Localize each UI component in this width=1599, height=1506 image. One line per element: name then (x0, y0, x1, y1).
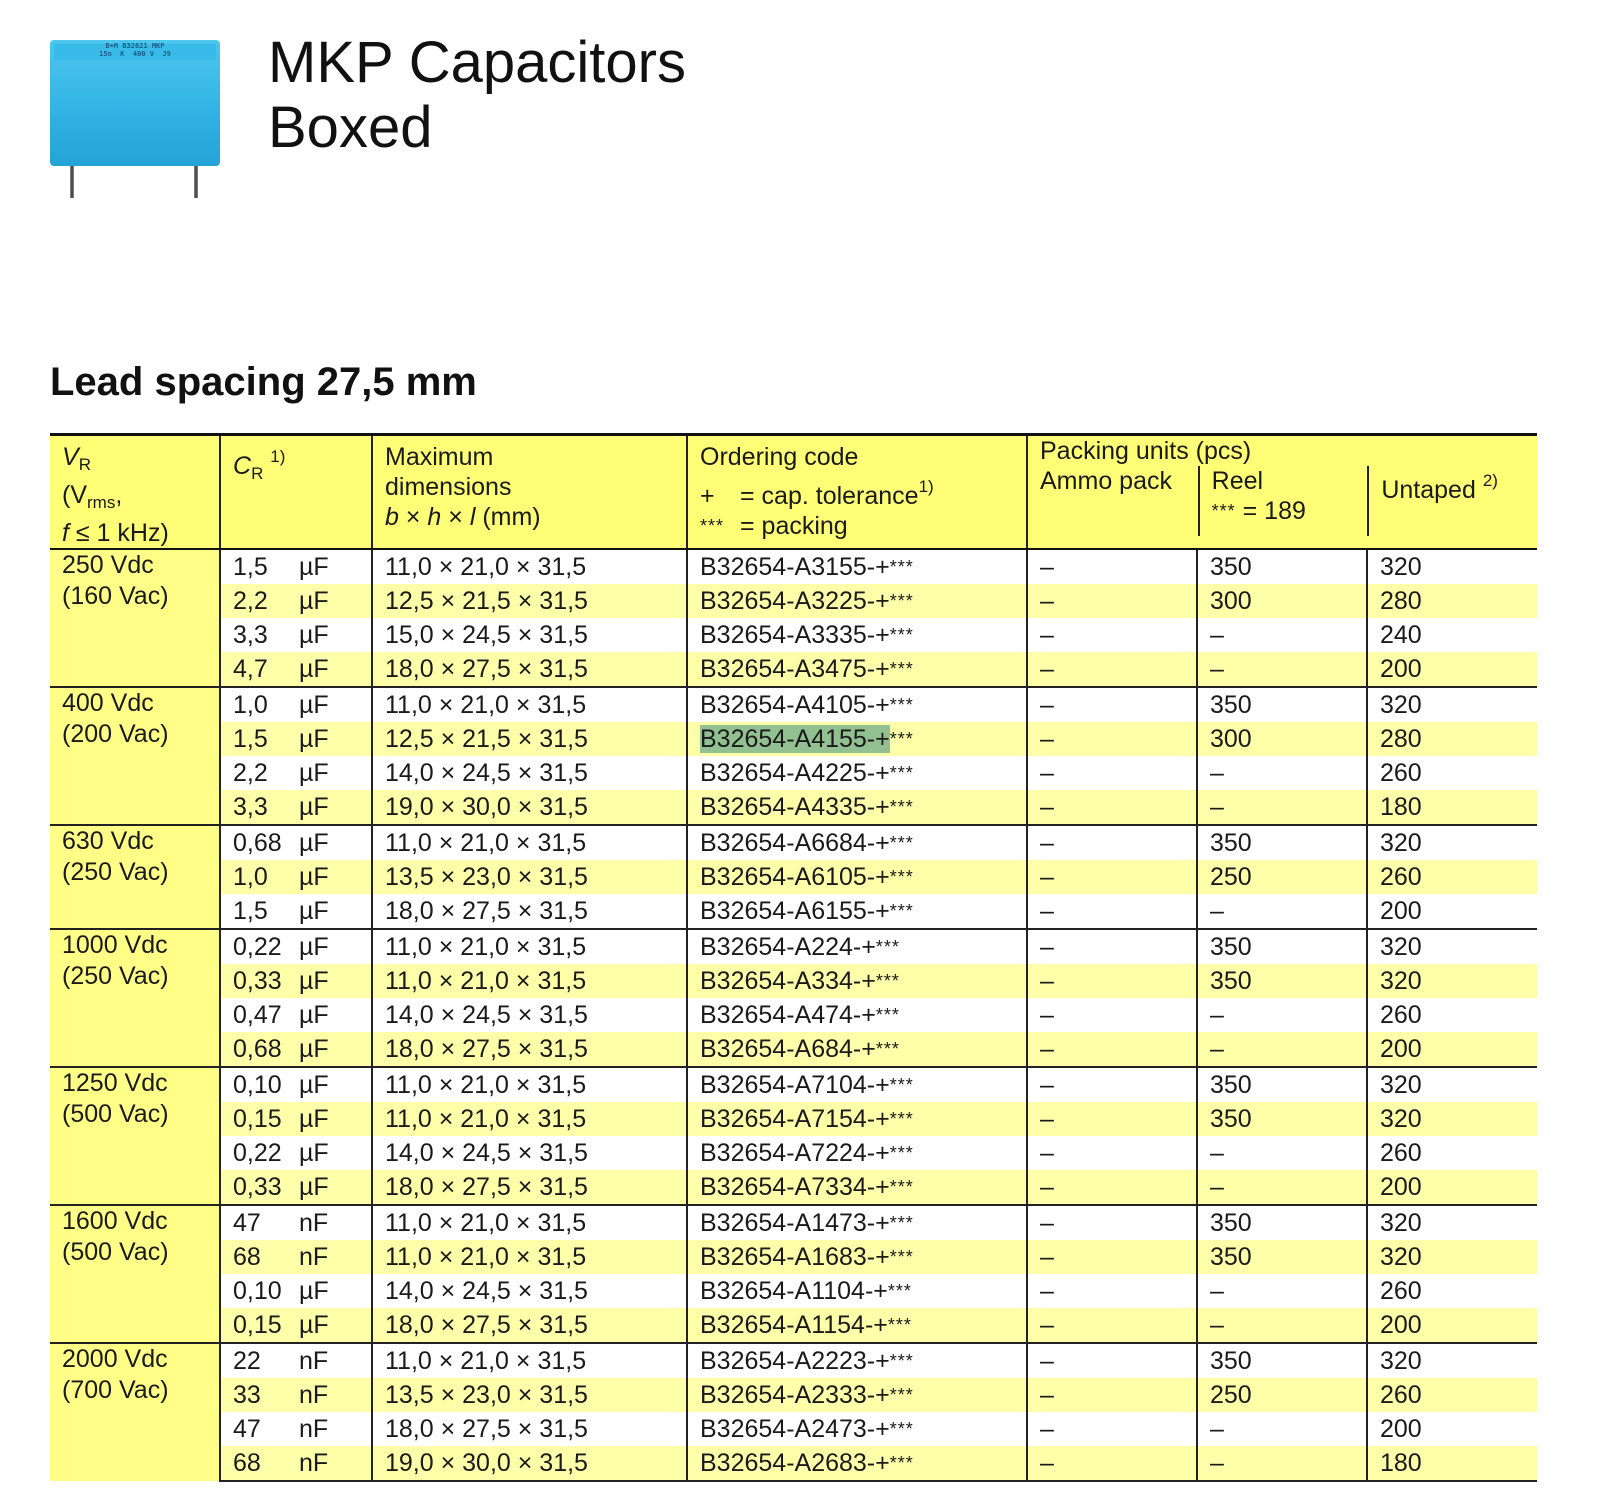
untaped-cell: 200 (1367, 652, 1537, 687)
ordering-code: B32654-A1473-+ (700, 1209, 890, 1237)
ordering-code: B32654-A3335-+ (700, 621, 890, 649)
ammo-pack-cell: – (1027, 894, 1197, 929)
untaped-cell: 260 (1367, 1136, 1537, 1170)
untaped-cell: 200 (1367, 1170, 1537, 1205)
dimensions-cell: 14,0 × 24,5 × 31,5 (372, 1274, 687, 1308)
capacitor-marking: B+M B32621 MKP 15n K 400 V J9 (99, 42, 171, 58)
reel-cell: – (1197, 1274, 1367, 1308)
ordering-code-cell: B32654-A334-+*** (687, 964, 1027, 998)
capacitance-cell: 68 nF (220, 1240, 372, 1274)
dimensions-cell: 14,0 × 24,5 × 31,5 (372, 756, 687, 790)
reel-cell: – (1197, 1136, 1367, 1170)
table-row (50, 652, 1537, 687)
ordering-code: B32654-A4155-+ (700, 725, 890, 753)
ammo-pack-cell: – (1027, 687, 1197, 722)
reel-cell: 350 (1197, 1067, 1367, 1102)
dimensions-cell: 11,0 × 21,0 × 31,5 (372, 549, 687, 584)
ordering-code-cell: B32654-A2683-+*** (687, 1446, 1027, 1481)
ammo-pack-cell: – (1027, 618, 1197, 652)
ammo-pack-cell: – (1027, 1170, 1197, 1205)
reel-cell: 250 (1197, 1378, 1367, 1412)
ammo-pack-cell: – (1027, 1067, 1197, 1102)
ordering-code-cell: B32654-A4105-+*** (687, 687, 1027, 722)
ordering-code: B32654-A3475-+ (700, 655, 890, 683)
ordering-code-cell: B32654-A6155-+*** (687, 894, 1027, 929)
table-row (50, 584, 1537, 618)
ordering-code-cell: B32654-A1683-+*** (687, 1240, 1027, 1274)
capacitance-cell: 4,7 µF (220, 652, 372, 687)
untaped-cell: 240 (1367, 618, 1537, 652)
reel-cell: 350 (1197, 687, 1367, 722)
ordering-code-cell: B32654-A2473-+*** (687, 1412, 1027, 1446)
ordering-code: B32654-A7224-+ (700, 1139, 890, 1167)
dimensions-cell: 15,0 × 24,5 × 31,5 (372, 618, 687, 652)
reel-cell: 350 (1197, 1343, 1367, 1378)
voltage-rating-cell: 1600 Vdc (500 Vac) (50, 1205, 220, 1343)
dimensions-cell: 13,5 × 23,0 × 31,5 (372, 1378, 687, 1412)
ordering-code-cell: B32654-A7104-+*** (687, 1067, 1027, 1102)
ordering-code-cell: B32654-A6684-+*** (687, 825, 1027, 860)
ordering-code: B32654-A684-+ (700, 1035, 876, 1063)
ordering-code: B32654-A1154-+ (700, 1311, 888, 1339)
ordering-code-cell: B32654-A2223-+*** (687, 1343, 1027, 1378)
table-row (50, 1205, 1537, 1240)
capacitance-cell: 1,0 µF (220, 860, 372, 894)
ordering-code-cell: B32654-A7334-+*** (687, 1170, 1027, 1205)
reel-cell: – (1197, 1308, 1367, 1343)
untaped-cell: 200 (1367, 1308, 1537, 1343)
capacitance-cell: 0,22 µF (220, 929, 372, 964)
reel-cell: 350 (1197, 929, 1367, 964)
ordering-code: B32654-A6155-+ (700, 897, 890, 925)
ammo-pack-cell: – (1027, 1032, 1197, 1067)
untaped-cell: 320 (1367, 687, 1537, 722)
table-row (50, 1067, 1537, 1102)
untaped-cell: 180 (1367, 1446, 1537, 1481)
table-row (50, 964, 1537, 998)
ordering-code-cell: B32654-A1154-+*** (687, 1308, 1027, 1343)
capacitance-cell: 0,33 µF (220, 1170, 372, 1205)
untaped-cell: 200 (1367, 1032, 1537, 1067)
reel-cell: – (1197, 1170, 1367, 1205)
ordering-code: B32654-A224-+ (700, 933, 876, 961)
capacitance-cell: 47 nF (220, 1412, 372, 1446)
ordering-code-cell: B32654-A4335-+*** (687, 790, 1027, 825)
table-row (50, 722, 1537, 756)
dimensions-cell: 11,0 × 21,0 × 31,5 (372, 1240, 687, 1274)
ordering-code-cell: B32654-A1104-+*** (687, 1274, 1027, 1308)
ordering-code: B32654-A7334-+ (700, 1173, 890, 1201)
table-row (50, 1274, 1537, 1308)
ammo-pack-cell: – (1027, 722, 1197, 756)
table-row (50, 1412, 1537, 1446)
untaped-cell: 320 (1367, 1240, 1537, 1274)
ordering-code: B32654-A6105-+ (700, 863, 890, 891)
ammo-pack-cell: – (1027, 998, 1197, 1032)
ordering-code-cell: B32654-A3155-+*** (687, 549, 1027, 584)
dimensions-cell: 11,0 × 21,0 × 31,5 (372, 1343, 687, 1378)
capacitance-cell: 3,3 µF (220, 790, 372, 825)
table-row (50, 618, 1537, 652)
ordering-code: B32654-A6684-+ (700, 829, 890, 857)
table-row (50, 1240, 1537, 1274)
capacitance-cell: 0,33 µF (220, 964, 372, 998)
ammo-pack-cell: – (1027, 1136, 1197, 1170)
capacitance-cell: 0,22 µF (220, 1136, 372, 1170)
reel-cell: 350 (1197, 1205, 1367, 1240)
page-title: MKP Capacitors Boxed (268, 30, 686, 160)
dimensions-cell: 11,0 × 21,0 × 31,5 (372, 825, 687, 860)
header-ordering-code: Ordering code + = cap. tolerance$^{1)}$ *** = packing (687, 435, 1027, 550)
untaped-cell: 280 (1367, 722, 1537, 756)
ordering-code-cell: B32654-A3225-+*** (687, 584, 1027, 618)
untaped-cell: 320 (1367, 1067, 1537, 1102)
untaped-cell: 320 (1367, 929, 1537, 964)
ordering-code-cell: B32654-A7224-+*** (687, 1136, 1027, 1170)
table-row (50, 687, 1537, 722)
table-row (50, 1102, 1537, 1136)
ordering-code: B32654-A474-+ (700, 1001, 876, 1029)
reel-cell: – (1197, 998, 1367, 1032)
capacitance-cell: 1,0 µF (220, 687, 372, 722)
ammo-pack-cell: – (1027, 1205, 1197, 1240)
ammo-pack-cell: – (1027, 549, 1197, 584)
dimensions-cell: 18,0 × 27,5 × 31,5 (372, 894, 687, 929)
table-row (50, 825, 1537, 860)
capacitance-cell: 0,10 µF (220, 1067, 372, 1102)
untaped-cell: 260 (1367, 756, 1537, 790)
reel-cell: 350 (1197, 1240, 1367, 1274)
untaped-cell: 200 (1367, 1412, 1537, 1446)
table-row (50, 1378, 1537, 1412)
untaped-cell: 260 (1367, 1274, 1537, 1308)
table-row (50, 790, 1537, 825)
ammo-pack-cell: – (1027, 1274, 1197, 1308)
capacitance-cell: 1,5 µF (220, 722, 372, 756)
dimensions-cell: 13,5 × 23,0 × 31,5 (372, 860, 687, 894)
ammo-pack-cell: – (1027, 584, 1197, 618)
capacitance-cell: 0,68 µF (220, 825, 372, 860)
dimensions-cell: 12,5 × 21,5 × 31,5 (372, 722, 687, 756)
untaped-cell: 320 (1367, 1205, 1537, 1240)
reel-cell: 350 (1197, 825, 1367, 860)
ordering-code: B32654-A7154-+ (700, 1105, 890, 1133)
dimensions-cell: 11,0 × 21,0 × 31,5 (372, 1067, 687, 1102)
dimensions-cell: 18,0 × 27,5 × 31,5 (372, 1308, 687, 1343)
ordering-code: B32654-A4225-+ (700, 759, 890, 787)
ordering-code-cell: B32654-A224-+*** (687, 929, 1027, 964)
dimensions-cell: 11,0 × 21,0 × 31,5 (372, 687, 687, 722)
dimensions-cell: 14,0 × 24,5 × 31,5 (372, 1136, 687, 1170)
voltage-rating-cell: 400 Vdc (200 Vac) (50, 687, 220, 825)
ammo-pack-cell: – (1027, 1378, 1197, 1412)
ammo-pack-cell: – (1027, 1308, 1197, 1343)
ammo-pack-cell: – (1027, 790, 1197, 825)
dimensions-cell: 11,0 × 21,0 × 31,5 (372, 964, 687, 998)
untaped-cell: 200 (1367, 894, 1537, 929)
capacitor-body (50, 40, 220, 166)
ammo-pack-cell: – (1027, 825, 1197, 860)
ordering-code-cell: B32654-A6105-+*** (687, 860, 1027, 894)
ordering-code-cell: B32654-A2333-+*** (687, 1378, 1027, 1412)
header-cr: $C_R$ $^{1)}$ (220, 435, 372, 550)
voltage-rating-cell: 2000 Vdc (700 Vac) (50, 1343, 220, 1481)
table-row (50, 1170, 1537, 1205)
ordering-code-cell: B32654-A4225-+*** (687, 756, 1027, 790)
table-row (50, 1308, 1537, 1343)
header-dimensions: Maximum dimensions b × h × l (mm) (372, 435, 687, 550)
reel-cell: – (1197, 652, 1367, 687)
ammo-pack-cell: – (1027, 1240, 1197, 1274)
table-row (50, 1032, 1537, 1067)
dimensions-cell: 19,0 × 30,0 × 31,5 (372, 1446, 687, 1481)
table-row (50, 756, 1537, 790)
ordering-code: B32654-A2333-+ (700, 1381, 890, 1409)
ordering-code: B32654-A3225-+ (700, 587, 890, 615)
capacitance-cell: 3,3 µF (220, 618, 372, 652)
ordering-code: B32654-A2223-+ (700, 1347, 890, 1375)
capacitance-cell: 2,2 µF (220, 756, 372, 790)
reel-cell: – (1197, 894, 1367, 929)
ammo-pack-cell: – (1027, 964, 1197, 998)
table-row (50, 549, 1537, 584)
ordering-code: B32654-A7104-+ (700, 1071, 890, 1099)
ammo-pack-cell: – (1027, 1412, 1197, 1446)
capacitance-cell: 0,15 µF (220, 1102, 372, 1136)
ordering-code-cell: B32654-A474-+*** (687, 998, 1027, 1032)
ordering-code-cell: B32654-A3335-+*** (687, 618, 1027, 652)
capacitance-cell: 1,5 µF (220, 894, 372, 929)
ammo-pack-cell: – (1027, 1343, 1197, 1378)
reel-cell: 300 (1197, 722, 1367, 756)
untaped-cell: 260 (1367, 1378, 1537, 1412)
dimensions-cell: 11,0 × 21,0 × 31,5 (372, 929, 687, 964)
capacitor-spec-table (50, 433, 1537, 1482)
dimensions-cell: 12,5 × 21,5 × 31,5 (372, 584, 687, 618)
capacitor-product-image (50, 40, 230, 200)
ammo-pack-cell: – (1027, 652, 1197, 687)
voltage-rating-cell: 630 Vdc (250 Vac) (50, 825, 220, 929)
untaped-cell: 180 (1367, 790, 1537, 825)
reel-cell: – (1197, 756, 1367, 790)
ordering-code: B32654-A1104-+ (700, 1277, 888, 1305)
capacitance-cell: 33 nF (220, 1378, 372, 1412)
ordering-code: B32654-A2683-+ (700, 1449, 890, 1477)
capacitance-cell: 0,15 µF (220, 1308, 372, 1343)
dimensions-cell: 19,0 × 30,0 × 31,5 (372, 790, 687, 825)
reel-cell: – (1197, 1032, 1367, 1067)
ammo-pack-cell: – (1027, 756, 1197, 790)
ammo-pack-cell: – (1027, 1102, 1197, 1136)
untaped-cell: 280 (1367, 584, 1537, 618)
ordering-code: B32654-A1683-+ (700, 1243, 890, 1271)
capacitance-cell: 0,47 µF (220, 998, 372, 1032)
dimensions-cell: 18,0 × 27,5 × 31,5 (372, 1032, 687, 1067)
table-row (50, 1136, 1537, 1170)
untaped-cell: 260 (1367, 860, 1537, 894)
voltage-rating-cell: 1000 Vdc (250 Vac) (50, 929, 220, 1067)
dimensions-cell: 11,0 × 21,0 × 31,5 (372, 1102, 687, 1136)
ordering-code: B32654-A2473-+ (700, 1415, 890, 1443)
table-row (50, 894, 1537, 929)
capacitance-cell: 0,10 µF (220, 1274, 372, 1308)
table-row (50, 998, 1537, 1032)
dimensions-cell: 18,0 × 27,5 × 31,5 (372, 1170, 687, 1205)
ordering-code: B32654-A4105-+ (700, 691, 890, 719)
table-row (50, 1343, 1537, 1378)
reel-cell: – (1197, 1412, 1367, 1446)
ordering-code-cell: B32654-A4155-+*** (687, 722, 1027, 756)
untaped-cell: 320 (1367, 825, 1537, 860)
ammo-pack-cell: – (1027, 929, 1197, 964)
reel-cell: 250 (1197, 860, 1367, 894)
capacitance-cell: 0,68 µF (220, 1032, 372, 1067)
voltage-rating-cell: 250 Vdc (160 Vac) (50, 549, 220, 687)
capacitor-lead-right (194, 166, 198, 198)
dimensions-cell: 14,0 × 24,5 × 31,5 (372, 998, 687, 1032)
capacitance-cell: 47 nF (220, 1205, 372, 1240)
reel-cell: – (1197, 1446, 1367, 1481)
ammo-pack-cell: – (1027, 1446, 1197, 1481)
ordering-code: B32654-A334-+ (700, 967, 876, 995)
reel-cell: 300 (1197, 584, 1367, 618)
untaped-cell: 260 (1367, 998, 1537, 1032)
ordering-code: B32654-A4335-+ (700, 793, 890, 821)
capacitance-cell: 1,5 µF (220, 549, 372, 584)
capacitor-lead-left (70, 166, 74, 198)
dimensions-cell: 18,0 × 27,5 × 31,5 (372, 652, 687, 687)
untaped-cell: 320 (1367, 964, 1537, 998)
ordering-code-cell: B32654-A684-+*** (687, 1032, 1027, 1067)
dimensions-cell: 18,0 × 27,5 × 31,5 (372, 1412, 687, 1446)
table-row (50, 1446, 1537, 1481)
voltage-rating-cell: 1250 Vdc (500 Vac) (50, 1067, 220, 1205)
ordering-code-cell: B32654-A3475-+*** (687, 652, 1027, 687)
reel-cell: – (1197, 790, 1367, 825)
ordering-code-cell: B32654-A7154-+*** (687, 1102, 1027, 1136)
ammo-pack-cell: – (1027, 860, 1197, 894)
reel-cell: – (1197, 618, 1367, 652)
capacitance-cell: 22 nF (220, 1343, 372, 1378)
dimensions-cell: 11,0 × 21,0 × 31,5 (372, 1205, 687, 1240)
section-heading: Lead spacing 27,5 mm (50, 360, 477, 404)
untaped-cell: 320 (1367, 1343, 1537, 1378)
untaped-cell: 320 (1367, 549, 1537, 584)
table-row (50, 929, 1537, 964)
ordering-code: B32654-A3155-+ (700, 553, 890, 581)
table-row (50, 860, 1537, 894)
header-packing-units: Packing units (pcs) Ammo pack Reel *** = 189 Untaped $^{2)}$ (1027, 435, 1537, 550)
table-header-row (50, 435, 1537, 550)
header-vr: $V_R$ ($V_{rms}$, f ≤ 1 kHz) (50, 435, 220, 550)
reel-cell: 350 (1197, 964, 1367, 998)
capacitance-cell: 2,2 µF (220, 584, 372, 618)
capacitance-cell: 68 nF (220, 1446, 372, 1481)
untaped-cell: 320 (1367, 1102, 1537, 1136)
ordering-code-cell: B32654-A1473-+*** (687, 1205, 1027, 1240)
reel-cell: 350 (1197, 549, 1367, 584)
reel-cell: 350 (1197, 1102, 1367, 1136)
